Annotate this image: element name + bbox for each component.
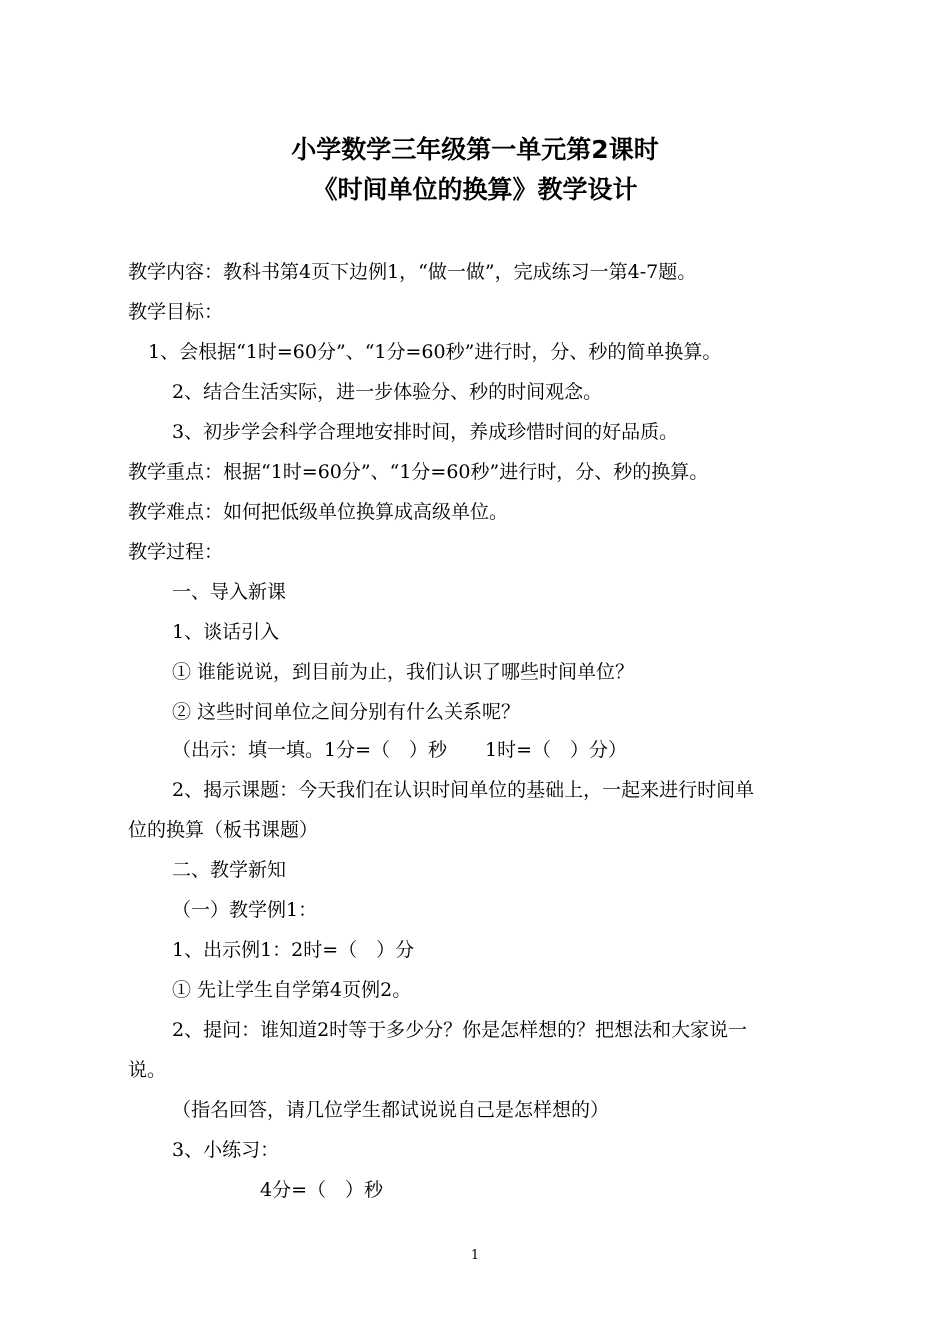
- question-line-1: 2、提问：谁知道2时等于多少分？你是怎样想的？把想法和大家说一: [172, 1019, 748, 1041]
- example-1-prompt: 1、出示例1：2时=（ ）分: [172, 939, 415, 961]
- practice-heading: 3、小练习：: [172, 1139, 280, 1161]
- step-2-line-2: 位的换算（板书课题）: [128, 819, 319, 841]
- goal-item-2: 2、结合生活实际，进一步体验分、秒的时间观念。: [172, 381, 603, 403]
- practice-item: 4分=（ ）秒: [260, 1179, 384, 1201]
- goal-item-1: 1、会根据“1时=60分”、“1分=60秒”进行时，分、秒的简单换算。: [148, 341, 722, 363]
- teaching-goals-heading: 教学目标：: [128, 301, 224, 323]
- answer-note: （指名回答，请几位学生都试说说自己是怎样想的）: [172, 1099, 610, 1121]
- teaching-difficulties: 教学难点：如何把低级单位换算成高级单位。: [128, 501, 509, 523]
- document-title-line-1: 小学数学三年级第一单元第2课时: [291, 135, 659, 164]
- goal-item-3: 3、初步学会科学合理地安排时间，养成珍惜时间的好品质。: [172, 421, 679, 443]
- subsection-example-1: （一）教学例1：: [172, 899, 318, 921]
- question-2: ② 这些时间单位之间分别有什么关系呢？: [172, 701, 521, 723]
- teaching-content: 教学内容：教科书第4页下边例1，“做一做”，完成练习一第4-7题。: [128, 261, 697, 283]
- question-line-2: 说。: [128, 1059, 167, 1081]
- step-1: 1、谈话引入: [172, 621, 280, 643]
- teaching-key-points: 教学重点：根据“1时=60分”、“1分=60秒”进行时，分、秒的换算。: [128, 461, 709, 483]
- fill-in-exercise: （出示：填一填。1分=（ ）秒 1时=（ ）分）: [172, 739, 628, 761]
- question-1: ① 谁能说说，到目前为止，我们认识了哪些时间单位？: [172, 661, 635, 683]
- step-2-line-1: 2、揭示课题：今天我们在认识时间单位的基础上，一起来进行时间单: [172, 779, 755, 801]
- page-number: 1: [470, 1248, 480, 1263]
- section-heading-1: 一、导入新课: [172, 581, 287, 603]
- section-heading-2: 二、教学新知: [172, 859, 287, 881]
- self-study-note: ① 先让学生自学第4页例2。: [172, 979, 412, 1001]
- teaching-process-heading: 教学过程：: [128, 541, 224, 563]
- document-title-line-2: 《时间单位的换算》教学设计: [312, 175, 638, 204]
